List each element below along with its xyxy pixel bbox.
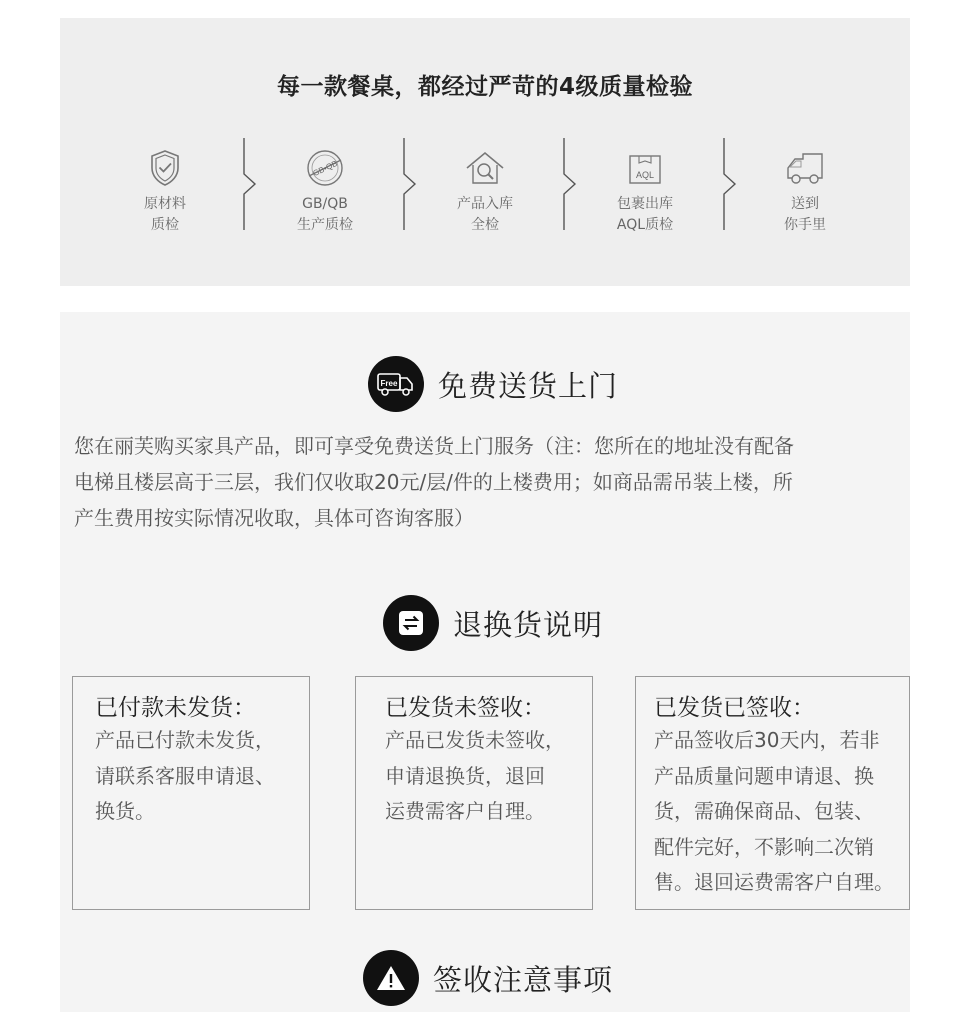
return-box-text: [654, 723, 894, 901]
delivery-line: 电梯且楼层高于三层，我们仅收取20元/层/件的上楼费用；如商品需吊装上楼，所: [74, 470, 793, 494]
qc-step-package: [585, 146, 705, 236]
qc-step-label-line2: 生产质检: [297, 217, 353, 233]
qc-step-label-line2: 你手里: [784, 217, 826, 233]
exchange-icon: [383, 595, 439, 651]
chevron-separator-icon: [403, 138, 417, 230]
delivery-description: [74, 428, 894, 536]
gb-qb-stamp-icon: [303, 146, 347, 190]
aql-box-icon: [623, 146, 667, 190]
qc-step-raw-material: [105, 146, 225, 236]
return-box-line: 产品已付款未发货，: [95, 728, 275, 752]
return-box-line: 售。退回运费需客户自理。: [654, 870, 894, 894]
return-box-unshipped: [72, 676, 310, 910]
return-box-line: 产品签收后30天内，若非: [654, 728, 880, 752]
qc-step-label-line1: 送到: [791, 196, 819, 212]
return-box-line: 产品质量问题申请退、换: [654, 763, 874, 788]
quality-check-panel: [60, 18, 910, 286]
return-box-line: 货，需确保商品、包装、: [654, 799, 874, 823]
qc-step-warehouse: [425, 146, 545, 236]
chevron-separator-icon: [243, 138, 257, 230]
quality-check-title: 每一款餐桌，都经过严苛的4级质量检验: [276, 74, 693, 100]
qc-step-label-line2: AQL质检: [616, 217, 674, 233]
return-box-shipped-unsigned: [355, 676, 593, 910]
warehouse-magnifier-icon: [463, 146, 507, 190]
return-box-title: 已发货未签收：: [385, 695, 546, 721]
delivery-line: 您在丽芙购买家具产品，即可享受免费送货上门服务（注：您所在的地址没有配备: [74, 434, 794, 458]
return-box-signed: [635, 676, 910, 910]
qc-step-label-line1: 产品入库: [457, 196, 513, 212]
qc-step-label-line1: 原材料: [144, 196, 186, 212]
service-panel: [60, 312, 910, 1012]
gb-qb-stamp-text: GB•QB: [311, 158, 339, 179]
delivery-line: 产生费用按实际情况收取，具体可咨询客服）: [74, 506, 474, 530]
aql-box-text: AQL: [635, 170, 655, 180]
returns-title: 退换货说明: [453, 607, 604, 642]
qc-step-label-line1: GB/QB: [302, 196, 348, 212]
warning-icon: [363, 950, 419, 1006]
return-box-line: 换货。: [95, 799, 155, 823]
delivery-truck-icon: [783, 146, 827, 190]
return-box-text: [95, 723, 275, 830]
return-box-line: 配件完好，不影响二次销: [654, 834, 874, 859]
qc-step-label-line1: 包裹出库: [617, 196, 673, 212]
notice-title: 签收注意事项: [433, 962, 614, 997]
return-box-title: 已付款未发货：: [95, 695, 256, 721]
return-box-title: 已发货已签收：: [654, 695, 815, 721]
qc-step-label-line2: 质检: [151, 217, 179, 233]
free-truck-icon: [368, 356, 424, 412]
return-box-line: 申请退换货，退回: [385, 763, 545, 788]
shield-check-icon: [143, 146, 187, 190]
return-box-line: 运费需客户自理。: [385, 799, 545, 823]
return-box-line: 产品已发货未签收，: [385, 728, 565, 752]
qc-step-production: [265, 146, 385, 236]
chevron-separator-icon: [563, 138, 577, 230]
returns-header: [383, 595, 603, 651]
return-box-text: [385, 723, 565, 830]
qc-step-label-line2: 全检: [471, 217, 499, 233]
chevron-separator-icon: [723, 138, 737, 230]
delivery-title: 免费送货上门: [438, 368, 619, 403]
delivery-header: [368, 356, 618, 412]
return-box-line: 请联系客服申请退、: [95, 763, 275, 788]
qc-step-delivered: [745, 146, 865, 236]
notice-header: [363, 950, 613, 1006]
free-icon-text: Free: [380, 379, 398, 388]
